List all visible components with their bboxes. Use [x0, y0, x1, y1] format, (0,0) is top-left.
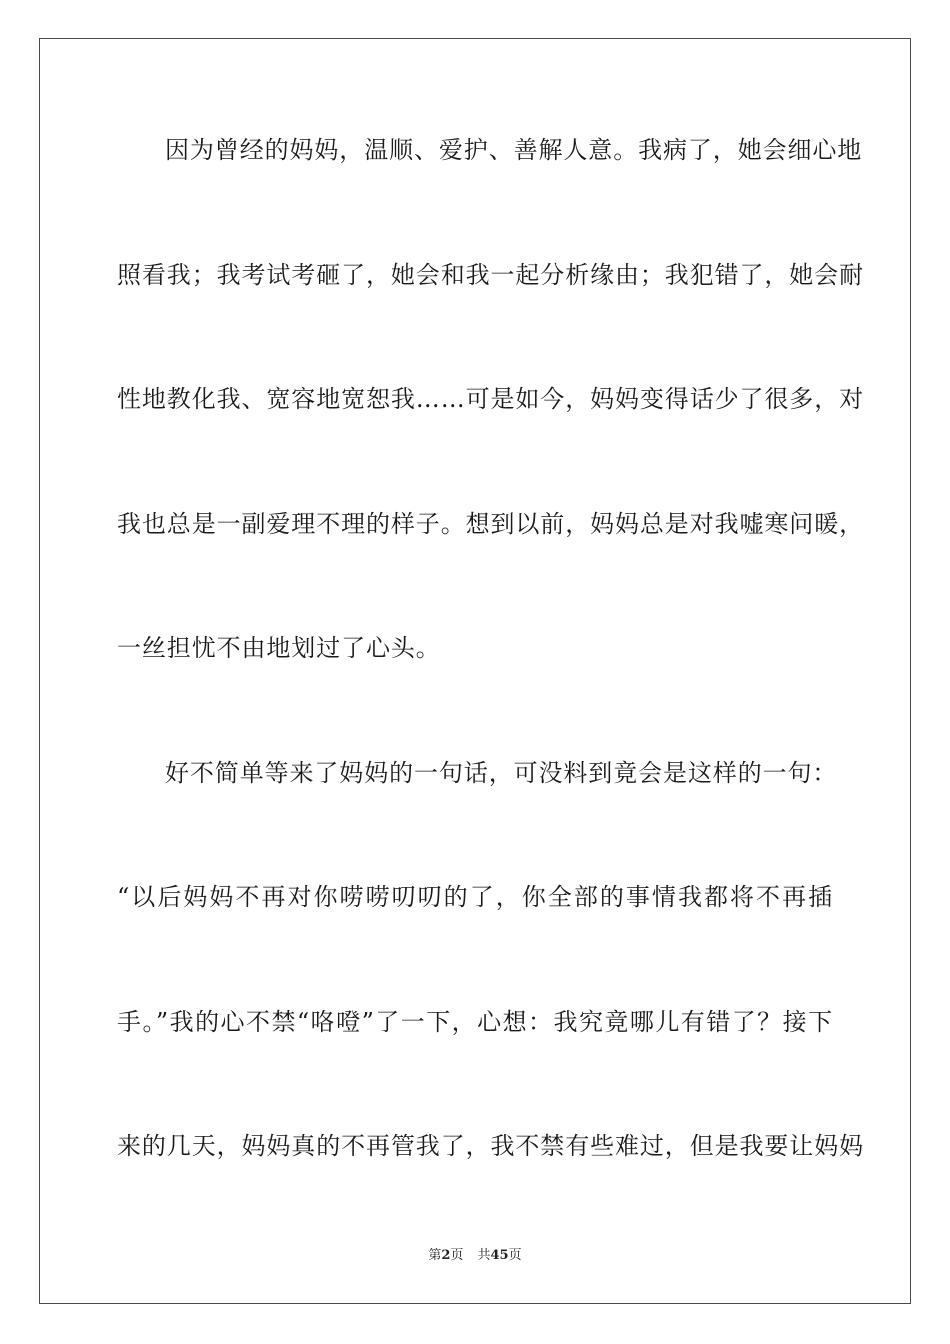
paragraph-2-line-1: 好不简单等来了妈妈的一句话，可没料到竟会是这样的一句：: [165, 759, 838, 787]
page-suffix: 页: [450, 1248, 464, 1263]
page-footer: [0, 1246, 950, 1266]
page-prefix: 第: [428, 1248, 442, 1263]
paragraph-1-line-5: 一丝担忧不由地划过了心头。: [117, 634, 441, 662]
paragraph-2-line-3: 手。”我的心不禁“咯噔”了一下，心想：我究竟哪儿有错了？接下: [117, 1008, 833, 1036]
paragraph-2-line-4: 来的几天，妈妈真的不再管我了，我不禁有些难过，但是我要让妈妈: [117, 1132, 864, 1160]
total-suffix: 页: [508, 1248, 522, 1263]
page-border: [39, 38, 911, 1304]
page-number: 2: [441, 1248, 451, 1263]
paragraph-2-line-2: “以后妈妈不再对你唠唠叨叨的了，你全部的事情我都将不再插: [117, 883, 833, 911]
paragraph-1-line-2: 照看我；我考试考砸了，她会和我一起分析缘由；我犯错了，她会耐: [117, 261, 864, 289]
paragraph-1-line-1: 因为曾经的妈妈，温顺、爱护、善解人意。我病了，她会细心地: [165, 136, 863, 164]
total-prefix: 共: [477, 1248, 491, 1263]
total-pages: 45: [490, 1248, 509, 1263]
paragraph-1-line-3: 性地教化我、宽容地宽恕我……可是如今，妈妈变得话少了很多，对: [117, 385, 864, 413]
paragraph-1-line-4: 我也总是一副爱理不理的样子。想到以前，妈妈总是对我嘘寒问暖，: [117, 510, 864, 538]
